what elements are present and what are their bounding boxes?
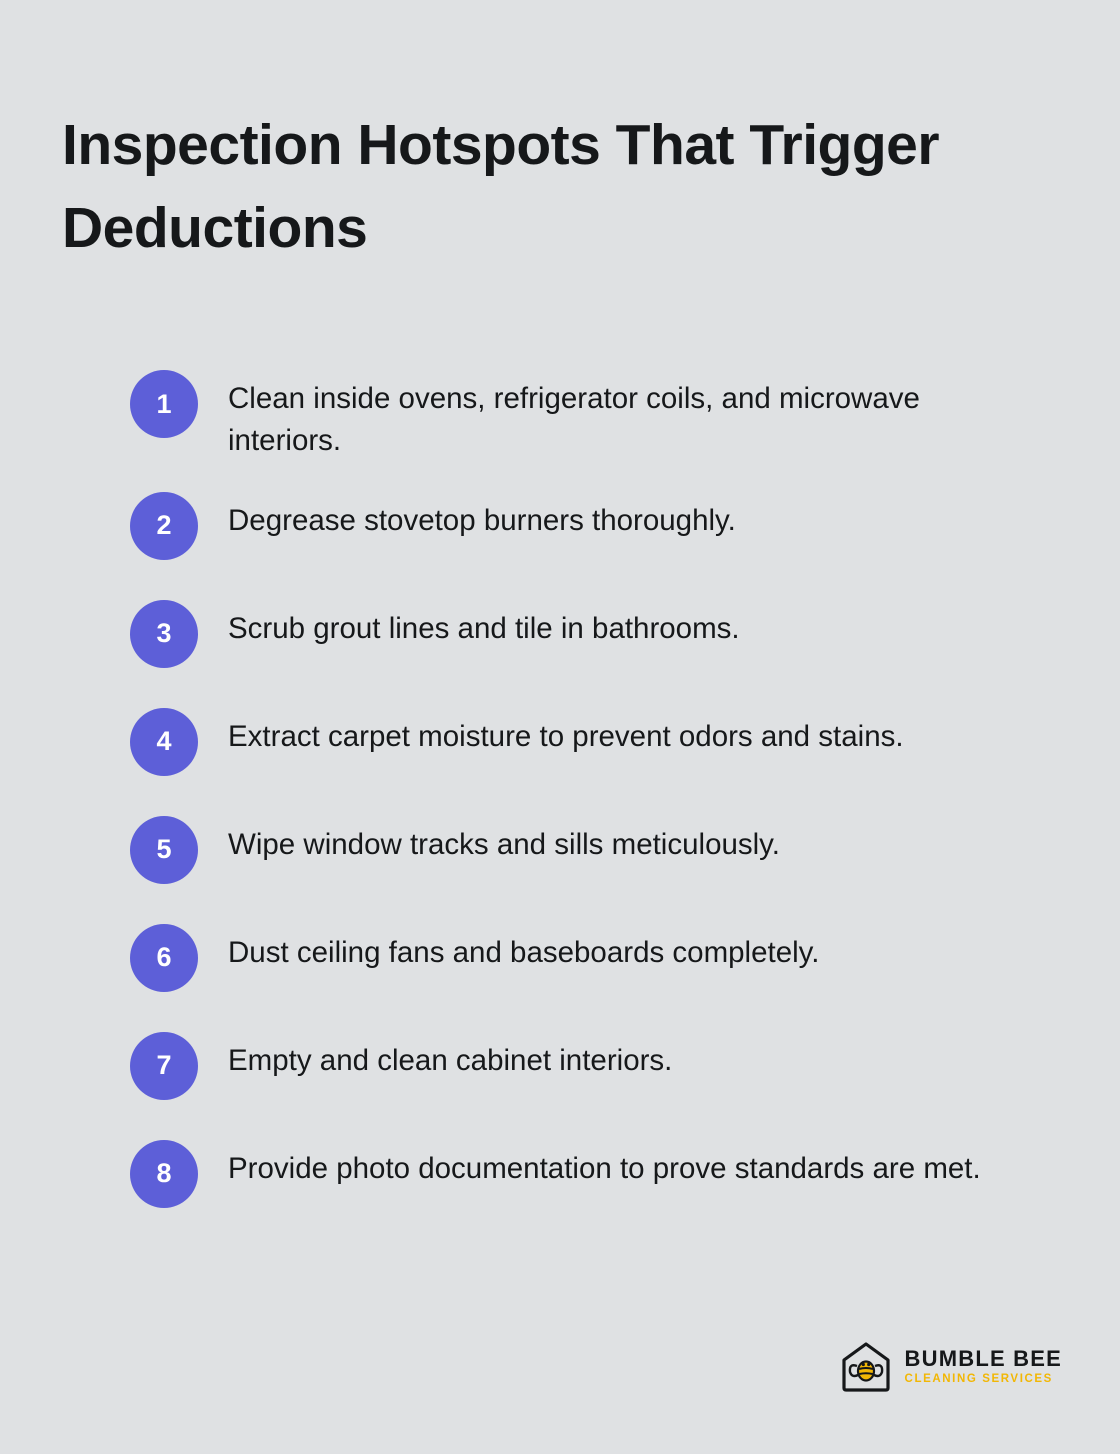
list-item [130, 1030, 1050, 1100]
list-item [130, 490, 1050, 560]
bee-house-icon [837, 1338, 895, 1396]
list-item-number: 5 [130, 816, 198, 884]
list-item-number: 1 [130, 370, 198, 438]
list-item [130, 922, 1050, 992]
list-item-number: 3 [130, 600, 198, 668]
logo-wordmark [905, 1348, 1062, 1386]
list-item-text: Extract carpet moisture to prevent odors and stains. [228, 719, 904, 753]
list-item [130, 1138, 1050, 1208]
list-item-number: 7 [130, 1032, 198, 1100]
list-item-text: Provide photo documentation to prove standards are met. [228, 1151, 981, 1185]
list-item [130, 706, 1050, 776]
list-item [130, 368, 1050, 462]
list-item-text: Dust ceiling fans and baseboards completely. [228, 935, 820, 969]
numbered-list [130, 368, 1050, 1236]
logo-name: BUMBLE BEE [904, 1346, 1062, 1372]
logo-tagline: CLEANING SERVICES [904, 1373, 1053, 1386]
list-item-text: Clean inside ovens, refrigerator coils, and microwave interiors. [228, 382, 920, 457]
list-item-number: 6 [130, 924, 198, 992]
list-item-number: 8 [130, 1140, 198, 1208]
list-item-number: 4 [130, 708, 198, 776]
page-title: Inspection Hotspots That Trigger Deductions [62, 113, 940, 261]
list-item-text: Degrease stovetop burners thoroughly. [228, 503, 736, 537]
list-item [130, 598, 1050, 668]
brand-logo [837, 1338, 1062, 1396]
list-item [130, 814, 1050, 884]
list-item-text: Wipe window tracks and sills meticulously. [228, 827, 780, 861]
list-item-text: Empty and clean cabinet interiors. [228, 1043, 673, 1077]
list-item-text: Scrub grout lines and tile in bathrooms. [228, 611, 740, 645]
list-item-number: 2 [130, 492, 198, 560]
